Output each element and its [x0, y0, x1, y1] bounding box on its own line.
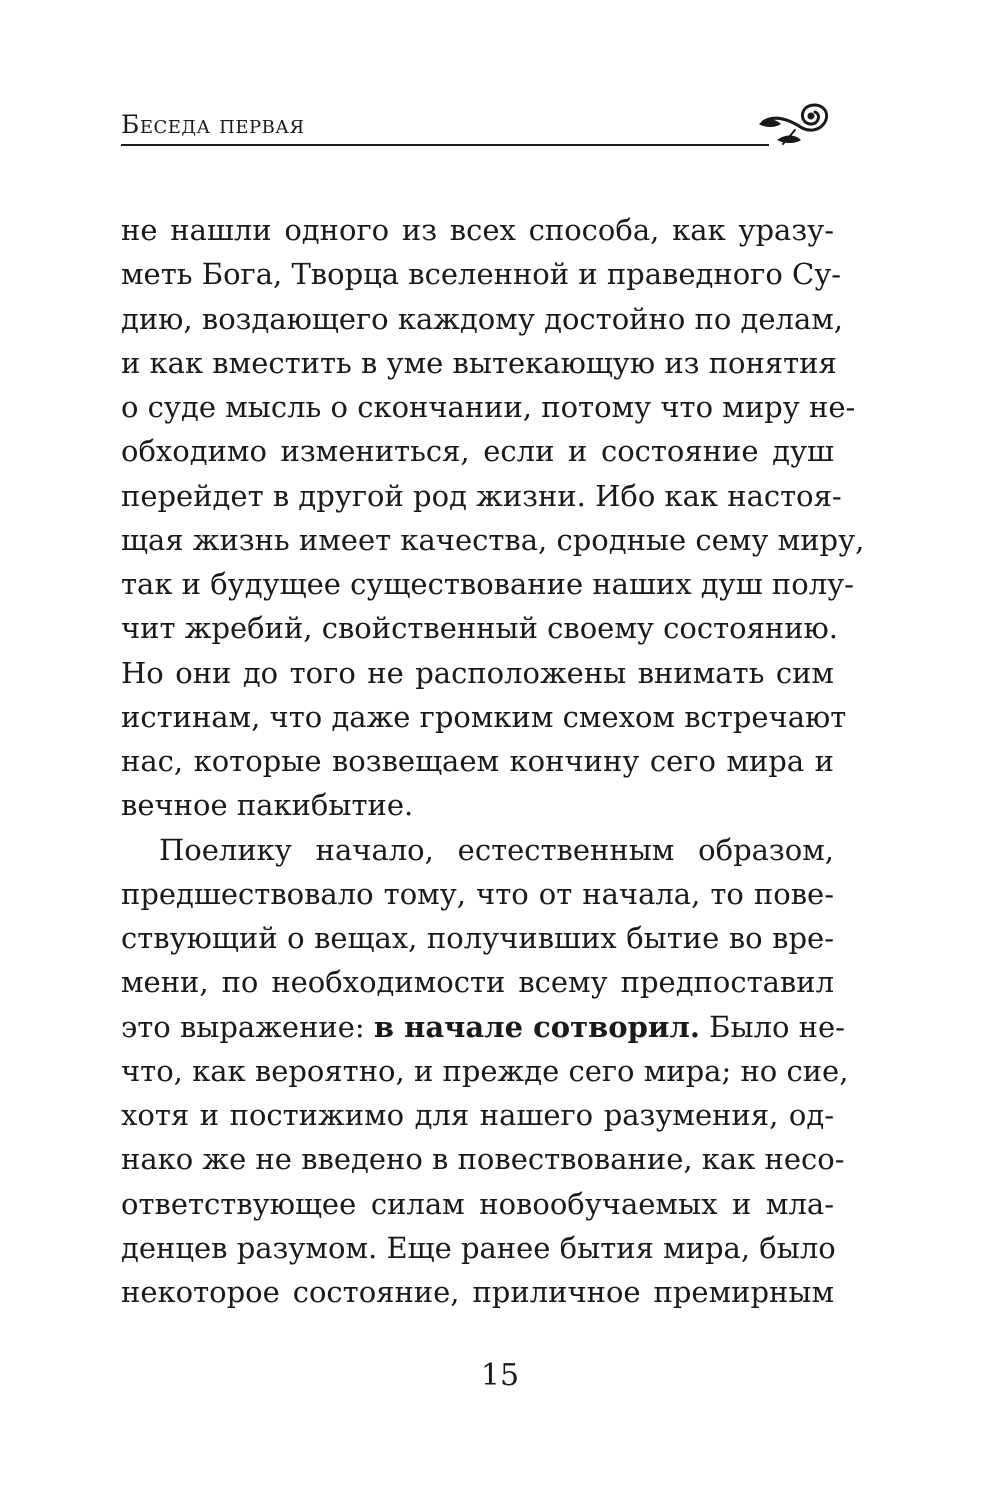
running-header-title: Беседа первая	[121, 110, 305, 139]
text-line: Но они до того не расположены внимать сим	[121, 655, 834, 690]
text-line: и как вместить в уме вытекающую из понятия	[121, 345, 837, 380]
bold-emphasis: в начале сотворил.	[373, 1009, 700, 1044]
text-line: перейдет в другой род жизни. Ибо как настоя-	[121, 478, 842, 513]
text-line-with-emphasis	[121, 1005, 845, 1049]
text-segment: это выражение:	[121, 1009, 374, 1044]
text-line: не нашли одного из всех способа, как уразу-	[121, 213, 834, 247]
running-header	[121, 104, 834, 152]
body-text	[121, 208, 865, 1314]
text-segment: Было не-	[699, 1009, 845, 1044]
text-line: некоторое состояние, приличное премирным	[121, 1275, 834, 1309]
text-line: чит жребий, свойственный своему состоянию.	[121, 611, 839, 646]
text-line: меть Бога, Творца вселенной и праведного Су-	[121, 257, 842, 292]
text-line: нас, которые возвещаем кончину сего мира и	[121, 744, 834, 778]
text-line: ответствующее силам новообучаемых и мла-	[121, 1186, 834, 1221]
text-line: обходимо измениться, если и состояние душ	[121, 434, 834, 469]
text-line: предшествовало тому, что от начала, то пове-	[121, 876, 834, 911]
paragraph-first-line: Поелику начало, естественным образом,	[159, 832, 834, 867]
page-number: 15	[480, 1358, 520, 1393]
text-line: о суде мысль о скончании, потому что миру не-	[121, 390, 856, 424]
text-line: дию, воздающего каждому достойно по делам,	[121, 301, 844, 336]
text-line: ствующий о вещах, получивших бытие во вре-	[121, 921, 834, 955]
text-line: мени, по необходимости всему предпоставил	[121, 965, 834, 1000]
floral-swirl-icon	[755, 100, 835, 150]
text-line: денцев разумом. Еще ранее бытия мира, было	[121, 1230, 836, 1265]
text-line: вечное пакибытие.	[121, 788, 414, 823]
text-line: щая жизнь имеет качества, сродные сему миру,	[121, 522, 865, 557]
text-line: хотя и постижимо для нашего разумения, од-	[121, 1098, 834, 1132]
text-line: так и будущее существование наших душ полу-	[121, 567, 854, 601]
text-line: нако же не введено в повествование, как несо-	[121, 1142, 845, 1177]
text-line: что, как вероятно, и прежде сего мира; но сие,	[121, 1053, 849, 1088]
text-line: истинам, что даже громким смехом встречают	[121, 699, 847, 734]
header-rule	[121, 144, 769, 146]
